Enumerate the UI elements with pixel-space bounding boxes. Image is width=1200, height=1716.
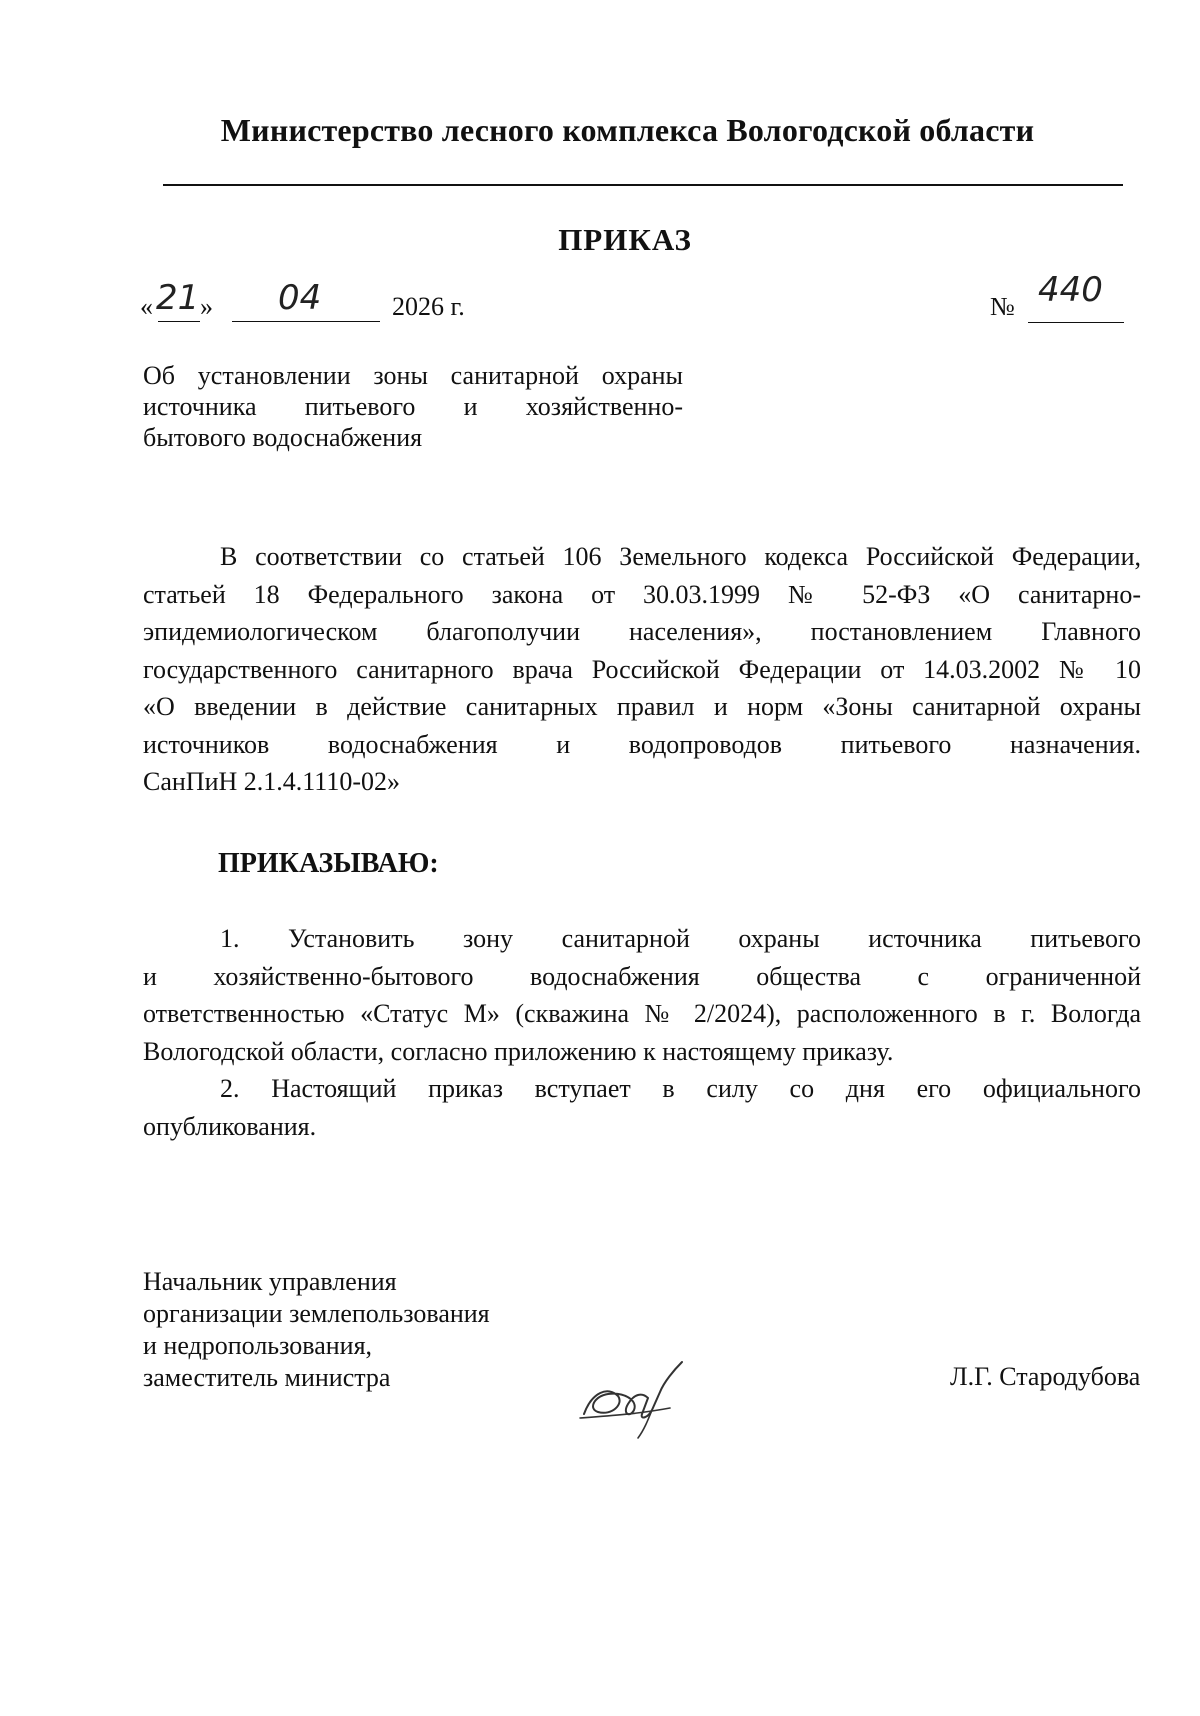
item-line: Вологодской области, согласно приложению к настоящему приказу. (143, 1036, 894, 1066)
preamble-line: статьей 18 Федерального закона от 30.03.1999 № 52-ФЗ «О санитарно- (143, 579, 1141, 609)
document-type: ПРИКАЗ (558, 222, 692, 257)
preamble-line: «О введении в действие санитарных правил и норм «Зоны санитарной охраны (143, 692, 1141, 721)
position-line: заместитель министра (143, 1363, 391, 1392)
handwritten-signature (578, 1352, 688, 1442)
date-open-quote: « (140, 292, 153, 321)
position-line: Начальник управления (143, 1267, 397, 1296)
preamble-line: эпидемиологическом благополучии населения», постановлением Главного (143, 617, 1141, 646)
item-line: ответственностью «Статус М» (скважина № 2/2024), расположенного в г. Вологда (143, 999, 1141, 1028)
date-day: 21 (156, 278, 200, 318)
item-line: и хозяйственно-бытового водоснабжения общества с ограниченной (143, 961, 1141, 991)
preamble-line: государственного санитарного врача Российской Федерации от 14.03.2002 № 10 (143, 654, 1141, 684)
subject-line: бытового водоснабжения (143, 423, 423, 452)
date-close-quote: » (200, 292, 213, 321)
date-month: 04 (278, 278, 322, 318)
date-day-underline (158, 321, 200, 322)
subject-line: Об установлении зоны санитарной охраны (143, 361, 683, 390)
number-underline (1028, 322, 1124, 323)
preamble (143, 538, 1141, 801)
header-rule (163, 184, 1123, 186)
item-line: 2. Настоящий приказ вступает в силу со дня его официального (220, 1074, 1141, 1103)
preamble-line: СанПиН 2.1.4.1110-02» (143, 767, 400, 796)
preamble-line: В соответствии со статьей 106 Земельного кодекса Российской Федерации, (220, 542, 1141, 571)
date-month-underline (232, 321, 380, 322)
signer-name: Л.Г. Стародубова (950, 1362, 1141, 1391)
signatory-position (143, 1266, 490, 1394)
item-line: 1. Установить зону санитарной охраны источника питьевого (220, 924, 1141, 953)
date-year: 2026 г. (392, 292, 465, 321)
position-line: и недропользования, (143, 1331, 373, 1360)
order-item-2 (143, 1070, 1141, 1145)
subject-line: источника питьевого и хозяйственно- (143, 392, 683, 421)
order-item-1 (143, 920, 1141, 1070)
number-sign: № (990, 292, 1015, 321)
item-line: опубликования. (143, 1111, 317, 1141)
number-value: 440 (1038, 270, 1103, 310)
order-word: ПРИКАЗЫВАЮ: (218, 848, 439, 879)
preamble-line: источников водоснабжения и водопроводов питьевого назначения. (143, 729, 1141, 759)
position-line: организации землепользования (143, 1299, 490, 1328)
order-subject (143, 360, 683, 453)
ministry-title: Министерство лесного комплекса Вологодской области (220, 112, 1035, 148)
